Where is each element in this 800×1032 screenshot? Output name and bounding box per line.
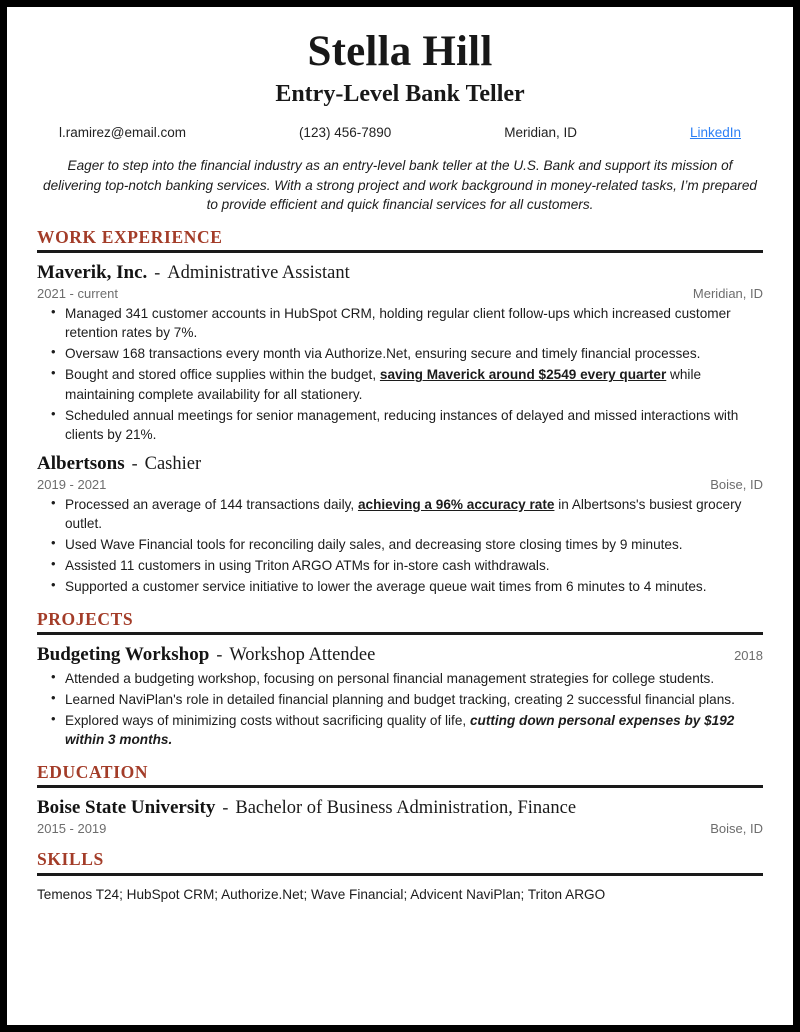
entry-organization: Albertsons	[37, 452, 125, 474]
skills-list: Temenos T24; HubSpot CRM; Authorize.Net; Wave Financial; Advicent NaviPlan; Triton ARGO	[37, 886, 606, 902]
entry-separator: -	[131, 452, 138, 473]
entry-separator: -	[222, 797, 229, 818]
bullet-item: • Processed an average of 144 transactions daily, achieving a 96% accuracy rate in Albertsons's busiest grocery outlet.	[65, 495, 763, 533]
bullet-item: • Assisted 11 customers in using Triton ARGO ATMs for in-store cash withdrawals.	[65, 556, 763, 575]
section-title-work-experience: WORK EXPERIENCE	[37, 227, 223, 248]
professional-summary: Eager to step into the financial industry as an entry-level bank teller at the U.S. Bank and support its mission of delivering top-notch banking services. With a strong project and work background in money-related tasks, I’m prepared to provide efficient and quick financial services for all customers.	[43, 158, 757, 212]
entry-organization: Maverik, Inc.	[37, 262, 148, 284]
entry-role: Workshop Attendee	[229, 645, 376, 665]
bullet-item: • Learned NaviPlan's role in detailed financial planning and budget tracking, creating 2 successful financial plans.	[65, 690, 763, 709]
entry-location: Boise, ID	[710, 821, 763, 837]
entry-heading	[37, 453, 763, 475]
section-title-projects: PROJECTS	[37, 608, 134, 629]
entry-role: Bachelor of Business Administration, Finance	[235, 798, 577, 819]
section-education	[37, 763, 763, 836]
entry-meta	[37, 286, 763, 301]
entry-location: Boise, ID	[710, 476, 763, 492]
resume-entry	[37, 644, 763, 749]
entry-location: Meridian, ID	[692, 286, 763, 302]
entry-title-group	[37, 453, 201, 475]
entry-organization: Budgeting Workshop	[37, 644, 210, 665]
entry-organization: Boise State University	[37, 797, 216, 819]
entry-role: Cashier	[144, 453, 202, 474]
bullet-item: • Bought and stored office supplies within the budget, saving Maverick around $2549 every quarter while maintaining complete availability for all stationery.	[65, 365, 763, 403]
entry-meta	[37, 821, 763, 836]
entry-dates: 2021 - current	[37, 286, 118, 302]
bullet-emphasis: achieving a 96% accuracy rate	[357, 496, 555, 512]
contact-email[interactable]: l.ramirez@email.com	[59, 125, 186, 141]
contact-row	[59, 125, 741, 140]
section-skills	[37, 850, 763, 903]
entry-title-group	[37, 797, 576, 819]
resume-entry	[37, 453, 763, 596]
contact-linkedin-link[interactable]: LinkedIn	[689, 125, 741, 141]
entry-bullet-list	[37, 669, 763, 749]
bullet-item: • Attended a budgeting workshop, focusing on personal financial management strategies for college students.	[65, 669, 763, 688]
entry-bullet-list	[37, 495, 763, 596]
entry-heading	[37, 262, 763, 284]
section-divider	[37, 250, 763, 253]
section-projects	[37, 610, 763, 749]
contact-location: Meridian, ID	[504, 125, 577, 141]
bullet-item: • Scheduled annual meetings for senior management, reducing instances of delayed and missed interactions with clients by 21%.	[65, 406, 763, 444]
entry-bullet-list	[37, 304, 763, 443]
bullet-emphasis: saving Maverick around $2549 every quarter	[379, 367, 667, 383]
section-work-experience	[37, 228, 763, 596]
candidate-headline: Entry-Level Bank Teller	[275, 81, 525, 108]
entry-heading	[37, 797, 763, 819]
entry-separator: -	[216, 644, 223, 664]
entry-title-group	[37, 262, 350, 284]
entry-dates: 2015 - 2019	[37, 821, 107, 837]
resume-entry	[37, 262, 763, 443]
resume-header	[37, 29, 763, 140]
entry-dates: 2018	[734, 648, 763, 663]
section-divider	[37, 873, 763, 876]
education-entries	[37, 797, 763, 836]
bullet-emphasis: cutting down personal expenses by $192 within 3 months.	[65, 713, 735, 748]
entry-title-group	[37, 644, 375, 666]
resume-page	[7, 7, 793, 1025]
bullet-item: • Oversaw 168 transactions every month via Authorize.Net, ensuring secure and timely financial processes.	[65, 344, 763, 363]
project-entries	[37, 644, 763, 749]
section-divider	[37, 785, 763, 788]
candidate-name: Stella Hill	[307, 28, 493, 75]
entry-meta	[37, 477, 763, 492]
entry-dates: 2019 - 2021	[37, 476, 107, 492]
entry-role: Administrative Assistant	[167, 263, 350, 284]
entry-heading	[37, 644, 763, 666]
bullet-item: • Used Wave Financial tools for reconciling daily sales, and decreasing store closing times by 9 minutes.	[65, 535, 763, 554]
bullet-item: • Supported a customer service initiative to lower the average queue wait times from 6 minutes to 4 minutes.	[65, 577, 763, 596]
resume-entry	[37, 797, 763, 836]
entry-separator: -	[154, 262, 161, 283]
bullet-item: • Managed 341 customer accounts in HubSpot CRM, holding regular client follow-ups which increased customer retention rates by 7%.	[65, 304, 763, 342]
section-divider	[37, 632, 763, 635]
contact-phone[interactable]: (123) 456-7890	[298, 125, 392, 141]
section-title-education: EDUCATION	[37, 762, 149, 783]
bullet-item: • Explored ways of minimizing costs without sacrificing quality of life, cutting down personal expenses by $192 within 3 months.	[65, 711, 763, 749]
section-title-skills: SKILLS	[37, 849, 104, 870]
work-entries	[37, 262, 763, 595]
